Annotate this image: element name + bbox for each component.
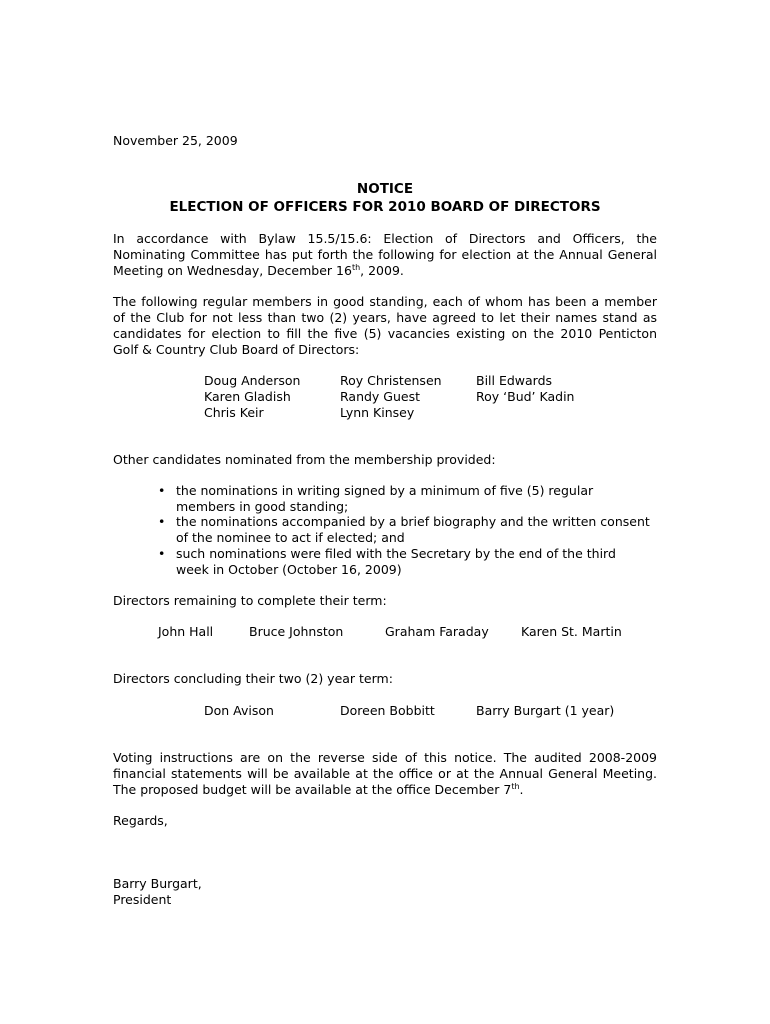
document-date: November 25, 2009 (113, 133, 238, 148)
para2-line3: candidates for election to fill the five (5) vacancies existing on the 2010 Penticton (113, 326, 657, 341)
para1-line3-text: Meeting on Wednesday, December 16 (113, 263, 352, 278)
candidate-name: Karen Gladish (204, 389, 291, 404)
list-item-continued: of the nominee to act if elected; and (176, 530, 405, 545)
para1-line2: Nominating Committee has put forth the following for election at the Annual General (113, 247, 657, 262)
director-name: Graham Faraday (385, 624, 489, 639)
concluding-directors-intro: Directors concluding their two (2) year term: (113, 671, 393, 686)
bullet-icon: • (158, 514, 166, 529)
election-heading: ELECTION OF OFFICERS FOR 2010 BOARD OF DIRECTORS (169, 199, 601, 215)
closing-salutation: Regards, (113, 813, 168, 828)
para2-line2: of the Club for not less than two (2) years, have agreed to let their names stand as (113, 310, 657, 325)
voting-line3-end: . (519, 782, 524, 797)
para1-line3-end: , 2009. (360, 263, 404, 278)
bullet-icon: • (158, 483, 166, 498)
director-name: Barry Burgart (1 year) (476, 703, 615, 718)
voting-line3 (113, 782, 524, 798)
para1-line3 (113, 263, 404, 279)
candidate-name: Randy Guest (340, 389, 421, 404)
voting-line1: Voting instructions are on the reverse side of this notice. The audited 2008-2009 (113, 750, 657, 765)
list-item: the nominations accompanied by a brief biography and the written consent (176, 514, 650, 529)
candidate-name: Roy Christensen (340, 373, 442, 388)
candidate-name: Lynn Kinsey (340, 405, 415, 420)
director-name: Bruce Johnston (249, 624, 344, 639)
candidate-name: Roy ‘Bud’ Kadin (476, 389, 575, 404)
para2-line1: The following regular members in good standing, each of whom has been a member (113, 294, 657, 309)
director-name: Doreen Bobbitt (340, 703, 435, 718)
bullet-icon: • (158, 546, 166, 561)
list-item: the nominations in writing signed by a minimum of five (5) regular (176, 483, 594, 498)
list-item: such nominations were filed with the Secretary by the end of the third (176, 546, 616, 561)
list-item-continued: members in good standing; (176, 499, 349, 514)
other-candidates-intro: Other candidates nominated from the membership provided: (113, 452, 496, 467)
voting-line2: financial statements will be available at the office or at the Annual General Meeting. (113, 766, 657, 781)
para2-line4: Golf & Country Club Board of Directors: (113, 342, 360, 357)
voting-line3-text: The proposed budget will be available at the office December 7 (113, 782, 512, 797)
signature-name: Barry Burgart, (113, 876, 202, 891)
signature-title: President (113, 892, 172, 907)
para1-line1: In accordance with Bylaw 15.5/15.6: Election of Directors and Officers, the (113, 231, 657, 246)
list-item-continued: week in October (October 16, 2009) (176, 562, 402, 577)
para1-line3-superscript: th (351, 263, 361, 272)
director-name: Karen St. Martin (521, 624, 622, 639)
remaining-directors-intro: Directors remaining to complete their term: (113, 593, 387, 608)
director-name: John Hall (158, 624, 214, 639)
voting-line3-superscript: th (511, 782, 520, 791)
director-name: Don Avison (204, 703, 274, 718)
candidate-name: Bill Edwards (476, 373, 553, 388)
notice-heading: NOTICE (356, 181, 414, 197)
candidate-name: Doug Anderson (204, 373, 301, 388)
candidate-name: Chris Keir (204, 405, 264, 420)
